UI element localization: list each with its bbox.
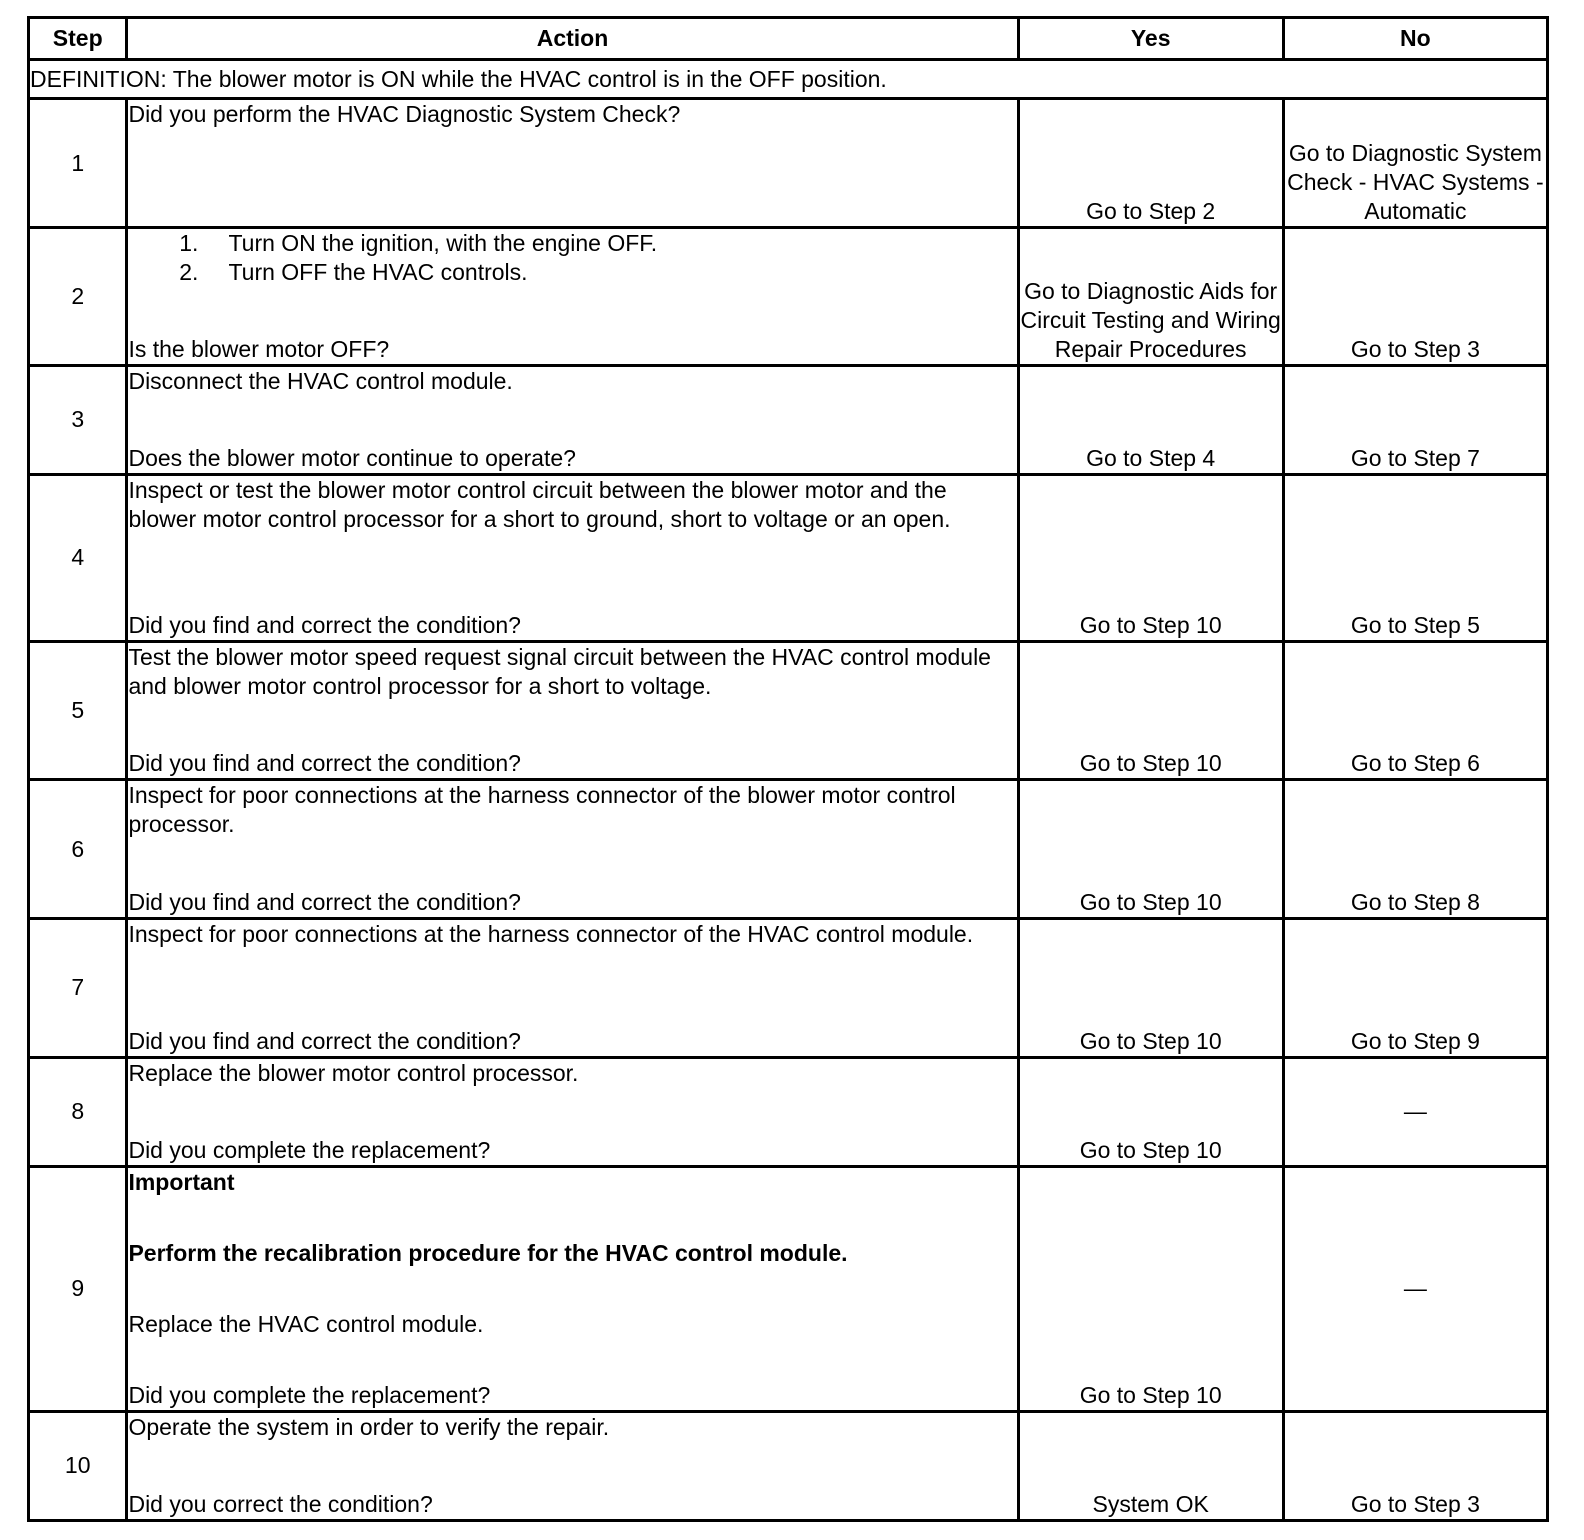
step-number: 5: [29, 641, 127, 780]
substep-number: 1.: [179, 229, 199, 256]
no-result: —: [1283, 1166, 1547, 1411]
action-text: Inspect or test the blower motor control circuit between the blower motor and the blower motor control processor for a short to ground, short to voltage or an open.: [128, 476, 951, 532]
table-row: [29, 365, 1548, 474]
action-cell: [127, 365, 1018, 474]
table-row: [29, 1411, 1548, 1520]
action-cell: [127, 227, 1018, 365]
action-text: Test the blower motor speed request signal circuit between the HVAC control module and blower motor control processor for a short to voltage.: [128, 643, 991, 699]
yes-result: Go to Diagnostic Aids for Circuit Testing and Wiring Repair Procedures: [1018, 227, 1283, 365]
diagnostic-table-sheet: [27, 16, 1549, 1522]
yes-result: Go to Step 10: [1018, 474, 1283, 641]
header-action: Action: [127, 18, 1018, 60]
question-text: Did you complete the replacement?: [128, 1136, 491, 1163]
substep-list: [128, 229, 1016, 287]
action-text: Did you perform the HVAC Diagnostic System Check?: [128, 101, 681, 128]
yes-result: Go to Step 10: [1018, 1057, 1283, 1166]
step-number: 8: [29, 1057, 127, 1166]
yes-result: Go to Step 4: [1018, 365, 1283, 474]
header-no: No: [1283, 18, 1547, 60]
action-text: Operate the system in order to verify the repair.: [128, 1413, 610, 1440]
table-row: [29, 227, 1548, 365]
header-row: [29, 18, 1548, 60]
yes-result: System OK: [1018, 1411, 1283, 1520]
step-number: 3: [29, 365, 127, 474]
table-row: [29, 1057, 1548, 1166]
table-row: [29, 780, 1548, 919]
definition-text: DEFINITION: The blower motor is ON while the HVAC control is in the OFF position.: [29, 60, 1548, 99]
yes-result: Go to Step 10: [1018, 1166, 1283, 1411]
question-text: Did you find and correct the condition?: [128, 611, 521, 638]
header-step: Step: [29, 18, 127, 60]
no-result: Go to Step 3: [1283, 1411, 1547, 1520]
substep-number: 2.: [179, 258, 199, 285]
no-result: Go to Step 8: [1283, 780, 1547, 919]
action-cell: [127, 1057, 1018, 1166]
step-number: 6: [29, 780, 127, 919]
important-text: Perform the recalibration procedure for the HVAC control module.: [128, 1239, 848, 1266]
question-text: Did you find and correct the condition?: [128, 888, 521, 915]
no-result: —: [1283, 1057, 1547, 1166]
action-cell: [127, 641, 1018, 780]
table-row: [29, 641, 1548, 780]
question-text: Is the blower motor OFF?: [128, 335, 390, 362]
action-cell: [127, 1166, 1018, 1411]
question-text: Did you find and correct the condition?: [128, 1027, 521, 1054]
no-result: Go to Step 6: [1283, 641, 1547, 780]
table-row: [29, 918, 1548, 1057]
list-item: [128, 258, 1016, 287]
no-result: Go to Step 9: [1283, 918, 1547, 1057]
step-number: 7: [29, 918, 127, 1057]
action-cell: [127, 99, 1018, 227]
action-cell: [127, 780, 1018, 919]
action-cell: [127, 1411, 1018, 1520]
action-text: Inspect for poor connections at the harness connector of the blower motor control processor.: [128, 782, 956, 838]
yes-result: Go to Step 10: [1018, 918, 1283, 1057]
header-yes: Yes: [1018, 18, 1283, 60]
step-number: 1: [29, 99, 127, 227]
table-row: [29, 99, 1548, 227]
important-label: Important: [128, 1168, 235, 1195]
step-number: 10: [29, 1411, 127, 1520]
question-text: Did you complete the replacement?: [128, 1381, 491, 1408]
no-result: Go to Step 7: [1283, 365, 1547, 474]
step-number: 9: [29, 1166, 127, 1411]
action-text: Replace the HVAC control module.: [128, 1310, 484, 1337]
list-item: [128, 229, 1016, 258]
action-cell: [127, 474, 1018, 641]
no-result: Go to Step 5: [1283, 474, 1547, 641]
substep-text: Turn OFF the HVAC controls.: [228, 258, 528, 285]
step-number: 2: [29, 227, 127, 365]
action-text: Inspect for poor connections at the harness connector of the HVAC control module.: [128, 920, 974, 947]
action-text: Replace the blower motor control processor.: [128, 1059, 579, 1086]
definition-row: [29, 60, 1548, 99]
no-result: Go to Diagnostic System Check - HVAC Systems - Automatic: [1283, 99, 1547, 227]
table-row: [29, 1166, 1548, 1411]
substep-text: Turn ON the ignition, with the engine OFF.: [228, 229, 658, 256]
yes-result: Go to Step 10: [1018, 641, 1283, 780]
no-result: Go to Step 3: [1283, 227, 1547, 365]
diagnostic-table: [27, 16, 1549, 1522]
question-text: Did you correct the condition?: [128, 1491, 433, 1517]
action-cell: [127, 918, 1018, 1057]
yes-result: Go to Step 2: [1018, 99, 1283, 227]
step-number: 4: [29, 474, 127, 641]
action-text: Disconnect the HVAC control module.: [128, 367, 513, 394]
question-text: Does the blower motor continue to operate?: [128, 444, 576, 471]
table-row: [29, 474, 1548, 641]
question-text: Did you find and correct the condition?: [128, 750, 521, 777]
yes-result: Go to Step 10: [1018, 780, 1283, 919]
